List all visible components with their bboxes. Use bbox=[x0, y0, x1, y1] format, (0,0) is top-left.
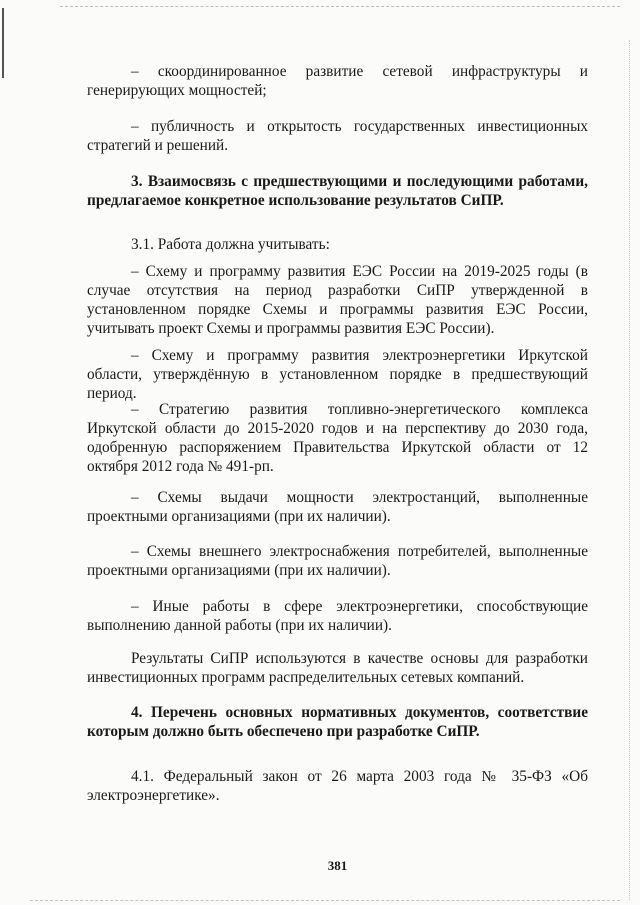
paragraph: Результаты СиПР используются в качестве основы для разработки инвестиционных программ распределительных сетевых компаний. bbox=[87, 650, 588, 686]
paragraph: – Схему и программу развития электроэнергетики Иркутской области, утверждённую в установленном порядке в предшествующий период. bbox=[87, 347, 588, 402]
paragraph: 3.1. Работа должна учитывать: bbox=[131, 236, 330, 253]
paragraph: – скоординированное развитие сетевой инфраструктуры и генерирующих мощностей; bbox=[87, 63, 588, 99]
scan-edge-top bbox=[60, 6, 620, 7]
scan-edge-left bbox=[2, 8, 4, 78]
paragraph: – Иные работы в сфере электроэнергетики, способствующие выполнению данной работы (при их наличии). bbox=[87, 598, 588, 634]
page-number: 381 bbox=[327, 858, 348, 873]
paragraph: – публичность и открытость государственных инвестиционных стратегий и решений. bbox=[87, 118, 588, 154]
paragraph: – Схему и программу развития ЕЭС России на 2019-2025 годы (в случае отсутствия на период разработки СиПР утвержденной в установленном порядке Схемы и программы развития ЕЭС России, учитывать проект Схемы и программы развития ЕЭС России). bbox=[87, 263, 588, 337]
paragraph: – Схемы выдачи мощности электростанций, выполненные проектными организациями (при их наличии). bbox=[87, 489, 588, 525]
paragraph: 4.1. Федеральный закон от 26 марта 2003 года № 35-ФЗ «Об электроэнергетике». bbox=[87, 768, 588, 804]
section-heading: 3. Взаимосвязь с предшествующими и последующими работами, предлагаемое конкретное использование результатов СиПР. bbox=[87, 173, 588, 209]
scan-edge-bottom bbox=[30, 900, 620, 901]
paragraph: – Схемы внешнего электроснабжения потребителей, выполненные проектными организациями (при их наличии). bbox=[87, 543, 588, 579]
section-heading: 4. Перечень основных нормативных документов, соответствие которым должно быть обеспечено при разработке СиПР. bbox=[87, 704, 588, 740]
paragraph: – Стратегию развития топливно-энергетического комплекса Иркутской области до 2015-2020 годов и на перспективу до 2030 года, одобренную распоряжением Правительства Иркутской области от 12 октября 2012 года № 491-рп. bbox=[87, 401, 588, 475]
scan-edge-right bbox=[629, 40, 630, 900]
